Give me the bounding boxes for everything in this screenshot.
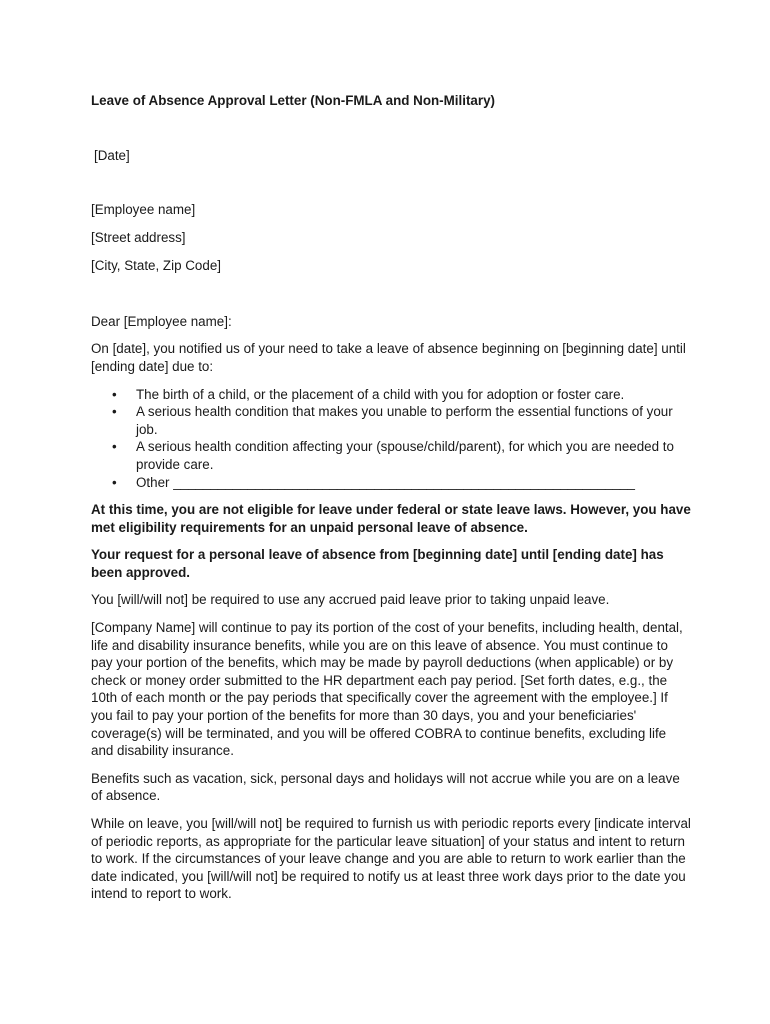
- accrued-leave-paragraph: You [will/will not] be required to use any accrued paid leave prior to taking unpaid leave.: [91, 592, 610, 608]
- list-item-text: The birth of a child, or the placement of a child with you for adoption or foster care.: [136, 386, 625, 402]
- benefits-payment-paragraph: [Company Name] will continue to pay its portion of the cost of your benefits, including health, dental, life and disability insurance benefits, while you are on this leave of absence. You must continue to pay your portion of the benefits, which may be made by payroll deductions (when applicable) or by check or money order submitted to the HR department each pay period. [Set forth dates, e.g., the 10th of each month or the pay periods that specifically cover the agreement with the employee.] If you fail to pay your portion of the benefits for more than 30 days, you and your beneficiaries' coverage(s) will be terminated, and you will be offered COBRA to continue benefits, excluding life and disability insurance.: [91, 620, 683, 759]
- periodic-reports-paragraph: While on leave, you [will/will not] be required to furnish us with periodic reports every [indicate interval of periodic reports, as appropriate for the particular leave situation] of your status and intent to return to work. If the circumstances of your leave change and you are able to return to work earlier than the date indicated, you [will/will not] be required to notify us at least three work days prior to the date you intend to report to work.: [91, 816, 691, 902]
- bullet-icon: •: [112, 404, 117, 420]
- leave-reasons-list: [91, 386, 691, 492]
- street-address-line: [Street address]: [91, 230, 186, 246]
- letter-page: [91, 92, 691, 903]
- bullet-icon: •: [112, 474, 117, 490]
- approval-paragraph: Your request for a personal leave of absence from [beginning date] until [ending date] has been approved.: [91, 547, 664, 580]
- benefits-accrual-paragraph: Benefits such as vacation, sick, personal days and holidays will not accrue while you are on a leave of absence.: [91, 770, 680, 804]
- bullet-icon: •: [112, 439, 117, 455]
- letter-date: [Date]: [94, 147, 130, 163]
- list-item: [91, 386, 691, 404]
- letter-title: Leave of Absence Approval Letter (Non-FMLA and Non-Military): [91, 93, 495, 108]
- bullet-icon: •: [112, 386, 117, 402]
- employee-name-line: [Employee name]: [91, 202, 196, 218]
- list-item-text: A serious health condition affecting your (spouse/child/parent), for which you are needed to provide care.: [136, 439, 674, 472]
- list-item-text: A serious health condition that makes you unable to perform the essential functions of your job.: [136, 404, 673, 437]
- city-state-zip-line: [City, State, Zip Code]: [91, 258, 221, 274]
- salutation: Dear [Employee name]:: [91, 313, 232, 329]
- list-item: [91, 438, 691, 473]
- list-item-text: Other ______________________________________________________________: [136, 474, 635, 490]
- intro-paragraph: On [date], you notified us of your need to take a leave of absence beginning on [beginning date] until [ending date] due to:: [91, 341, 686, 374]
- list-item: [91, 403, 691, 438]
- list-item: [91, 474, 691, 492]
- eligibility-paragraph: At this time, you are not eligible for leave under federal or state leave laws. However, you have met eligibility requirements for an unpaid personal leave of absence.: [91, 502, 691, 535]
